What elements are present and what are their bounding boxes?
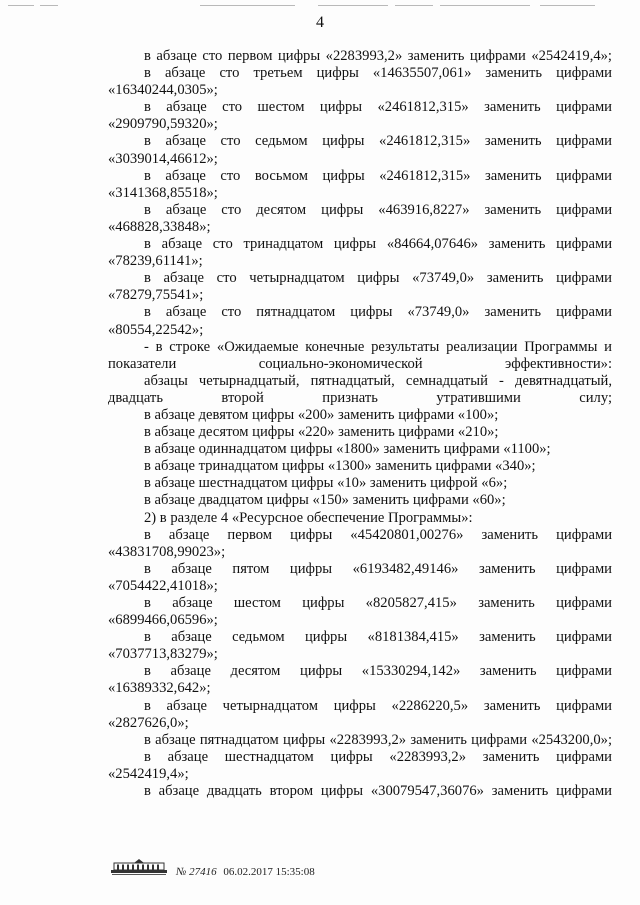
paragraph: - в строке «Ожидаемые конечные результаты реализации Программы и показатели социально-экономической эффективности»:	[108, 338, 612, 372]
document-number: № 27416	[176, 866, 217, 878]
paragraph: в абзаце двадцатом цифры «150» заменить цифрами «60»;	[144, 492, 506, 509]
paragraph: 2) в разделе 4 «Ресурсное обеспечение Программы»:	[144, 509, 473, 526]
paragraph: в абзаце десятом цифры «15330294,142» заменить цифрами «16389332,642»;	[108, 663, 612, 697]
paragraph: в абзаце одиннадцатом цифры «1800» заменить цифрами «1100»;	[144, 441, 551, 458]
building-logo-icon	[110, 858, 168, 876]
page-footer	[0, 850, 640, 890]
paragraph: в абзаце сто тринадцатом цифры «84664,07646» заменить цифрами «78239,61141»;	[108, 236, 612, 270]
paragraph: в абзаце шестнадцатом цифры «2283993,2» заменить цифрами «2542419,4»;	[108, 748, 612, 782]
paragraph: в абзаце пятнадцатом цифры «2283993,2» заменить цифрами «2543200,0»;	[144, 731, 612, 748]
paragraph: в абзаце седьмом цифры «8181384,415» заменить цифрами «7037713,83279»;	[108, 629, 612, 663]
paragraph: в абзаце двадцать втором цифры «30079547,36076» заменить цифрами	[144, 783, 612, 800]
paragraph: в абзаце четырнадцатом цифры «2286220,5» заменить цифрами «2827626,0»;	[108, 697, 612, 731]
paragraph: в абзаце сто седьмом цифры «2461812,315» заменить цифрами «3039014,46612»;	[108, 133, 612, 167]
registration-stamp	[176, 866, 315, 878]
paragraph: в абзаце пятом цифры «6193482,49146» заменить цифрами «7054422,41018»;	[108, 560, 612, 594]
paragraph: в абзаце шестом цифры «8205827,415» заменить цифрами «6899466,06596»;	[108, 595, 612, 629]
paragraph: в абзаце сто восьмом цифры «2461812,315» заменить цифрами «3141368,85518»;	[108, 167, 612, 201]
paragraph: в абзаце сто четырнадцатом цифры «73749,0» заменить цифрами «78279,75541»;	[108, 270, 612, 304]
paragraph: в абзаце девятом цифры «200» заменить цифрами «100»;	[144, 406, 499, 423]
scan-artifact-marks	[0, 2, 640, 10]
paragraph: в абзаце сто пятнадцатом цифры «73749,0» заменить цифрами «80554,22542»;	[108, 304, 612, 338]
paragraph: в абзаце десятом цифры «220» заменить цифрами «210»;	[144, 424, 499, 441]
paragraph: в абзаце первом цифры «45420801,00276» заменить цифрами «43831708,99023»;	[108, 526, 612, 560]
paragraph: абзацы четырнадцатый, пятнадцатый, семнадцатый - девятнадцатый, двадцать второй признать утратившими силу;	[108, 372, 612, 406]
paragraph: в абзаце сто первом цифры «2283993,2» заменить цифрами «2542419,4»;	[144, 48, 612, 64]
paragraph: в абзаце сто десятом цифры «463916,8227» заменить цифрами «468828,33848»;	[108, 201, 612, 235]
page-number: 4	[316, 14, 324, 31]
stamp-datetime: 06.02.2017 15:35:08	[223, 866, 315, 878]
paragraph: в абзаце тринадцатом цифры «1300» заменить цифрами «340»;	[144, 458, 536, 475]
paragraph: в абзаце сто третьем цифры «14635507,061» заменить цифрами «16340244,0305»;	[108, 65, 612, 99]
paragraph: в абзаце сто шестом цифры «2461812,315» заменить цифрами «2909790,59320»;	[108, 99, 612, 133]
document-body	[108, 48, 612, 800]
paragraph: в абзаце шестнадцатом цифры «10» заменить цифрой «6»;	[144, 475, 508, 492]
